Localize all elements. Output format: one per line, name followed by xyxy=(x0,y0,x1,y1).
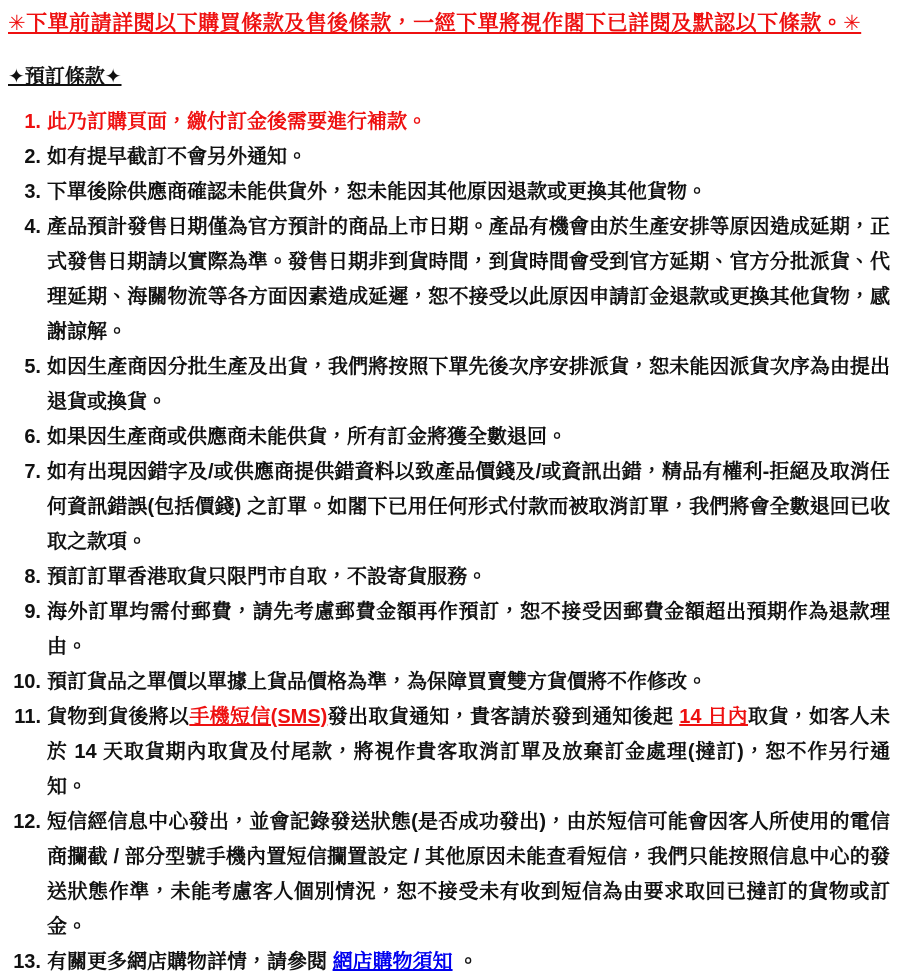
term-text xyxy=(47,671,707,693)
term-text xyxy=(47,601,890,658)
term-segment: 預訂貨品之單價以單據上貨品價格為準，為保障買賣雙方貨價將不作修改。 xyxy=(47,671,707,693)
term-number: 6. xyxy=(24,426,41,448)
term-segment: 海外訂單均需付郵費，請先考慮郵費金額再作預訂，恕不接受因郵費金額超出預期作為退款理由。 xyxy=(47,601,890,658)
notice-banner: ✳下單前請詳閱以下購買條款及售後條款，一經下單將視作閣下已詳閱及默認以下條款。✳ xyxy=(8,12,862,35)
term-item xyxy=(8,105,890,140)
term-segment: 如有出現因錯字及/或供應商提供錯資料以致產品價錢及/或資訊出錯，精品有權利-拒絕及取消任何資訊錯誤(包括價錢) 之訂單。如閣下已用任何形式付款而被取消訂單，我們將會全數退回已收取之款項。 xyxy=(47,461,890,553)
term-number: 5. xyxy=(24,356,41,378)
term-number: 13. xyxy=(13,951,41,973)
term-segment: 發出取貨通知，貴客請於發到通知後起 xyxy=(327,706,680,728)
term-number: 11. xyxy=(14,706,41,728)
term-item xyxy=(8,455,890,560)
term-number: 10. xyxy=(13,671,41,693)
term-number: 12. xyxy=(13,811,41,833)
term-text xyxy=(47,111,427,133)
term-text xyxy=(47,811,890,938)
term-segment: 如有提早截訂不會另外通知。 xyxy=(47,146,307,168)
term-number: 9. xyxy=(24,601,41,623)
term-segment: 如因生產商因分批生產及出貨，我們將按照下單先後次序安排派貨，恕未能因派貨次序為由提出退貨或換貨。 xyxy=(47,356,890,413)
store-shopping-notice-link[interactable]: 網店購物須知 xyxy=(332,951,453,973)
term-segment: 14 日內 xyxy=(679,706,749,728)
term-item xyxy=(8,210,890,350)
term-item xyxy=(8,665,890,700)
term-text xyxy=(47,216,890,343)
term-segment: 。 xyxy=(452,951,479,973)
term-text xyxy=(47,426,567,448)
term-number: 4. xyxy=(24,216,41,238)
term-item xyxy=(8,175,890,210)
term-text xyxy=(47,181,707,203)
term-number: 7. xyxy=(24,461,41,483)
term-item xyxy=(8,945,890,980)
term-text xyxy=(47,461,890,553)
term-number: 3. xyxy=(24,181,41,203)
term-number: 2. xyxy=(24,146,41,168)
terms-list xyxy=(8,105,890,980)
term-text xyxy=(47,951,478,973)
term-segment: 如果因生產商或供應商未能供貨，所有訂金將獲全數退回。 xyxy=(47,426,567,448)
term-item xyxy=(8,805,890,945)
term-segment: 產品預計發售日期僅為官方預計的商品上市日期。產品有機會由於生產安排等原因造成延期，正式發售日期請以實際為準。發售日期非到貨時間，到貨時間會受到官方延期、官方分批派貨、代理延期、海關物流等各方面因素造成延遲，恕不接受以此原因申請訂金退款或更換其他貨物，感謝諒解。 xyxy=(47,216,890,343)
term-item xyxy=(8,140,890,175)
term-segment: 短信經信息中心發出，並會記錄發送狀態(是否成功發出)，由於短信可能會因客人所使用的電信商攔截 / 部分型號手機內置短信攔置設定 / 其他原因未能查看短信，我們只能按照信息中心的發送狀態作準，未能考慮客人個別情況，恕不接受未有收到短信為由要求取回已撻訂的貨物或訂金。 xyxy=(47,811,890,938)
term-item xyxy=(8,560,890,595)
term-segment: 貨物到貨後將以 xyxy=(47,706,190,728)
term-segment: 手機短信(SMS) xyxy=(189,706,328,728)
term-item xyxy=(8,595,890,665)
term-segment: 取貨，如客人未於 14 天取貨期內取貨及付尾款，將視作貴客取消訂單及放棄訂金處理(撻訂)，恕不作另行通知。 xyxy=(47,706,891,798)
term-segment: 預訂訂單香港取貨只限門市自取，不設寄貨服務。 xyxy=(47,566,487,588)
term-segment: 有關更多網店購物詳情，請參閱 xyxy=(47,951,333,973)
term-text xyxy=(47,706,890,798)
term-item xyxy=(8,350,890,420)
term-segment: 下單後除供應商確認未能供貨外，恕未能因其他原因退款或更換其他貨物。 xyxy=(47,181,707,203)
term-text xyxy=(47,356,890,413)
term-text xyxy=(47,566,487,588)
term-number: 1. xyxy=(24,111,41,133)
term-item xyxy=(8,420,890,455)
term-number: 8. xyxy=(24,566,41,588)
term-item xyxy=(8,700,890,805)
section-heading: ✦預訂條款✦ xyxy=(8,66,122,88)
term-segment: 此乃訂購頁面，繳付訂金後需要進行補款。 xyxy=(47,111,427,133)
term-text xyxy=(47,146,307,168)
